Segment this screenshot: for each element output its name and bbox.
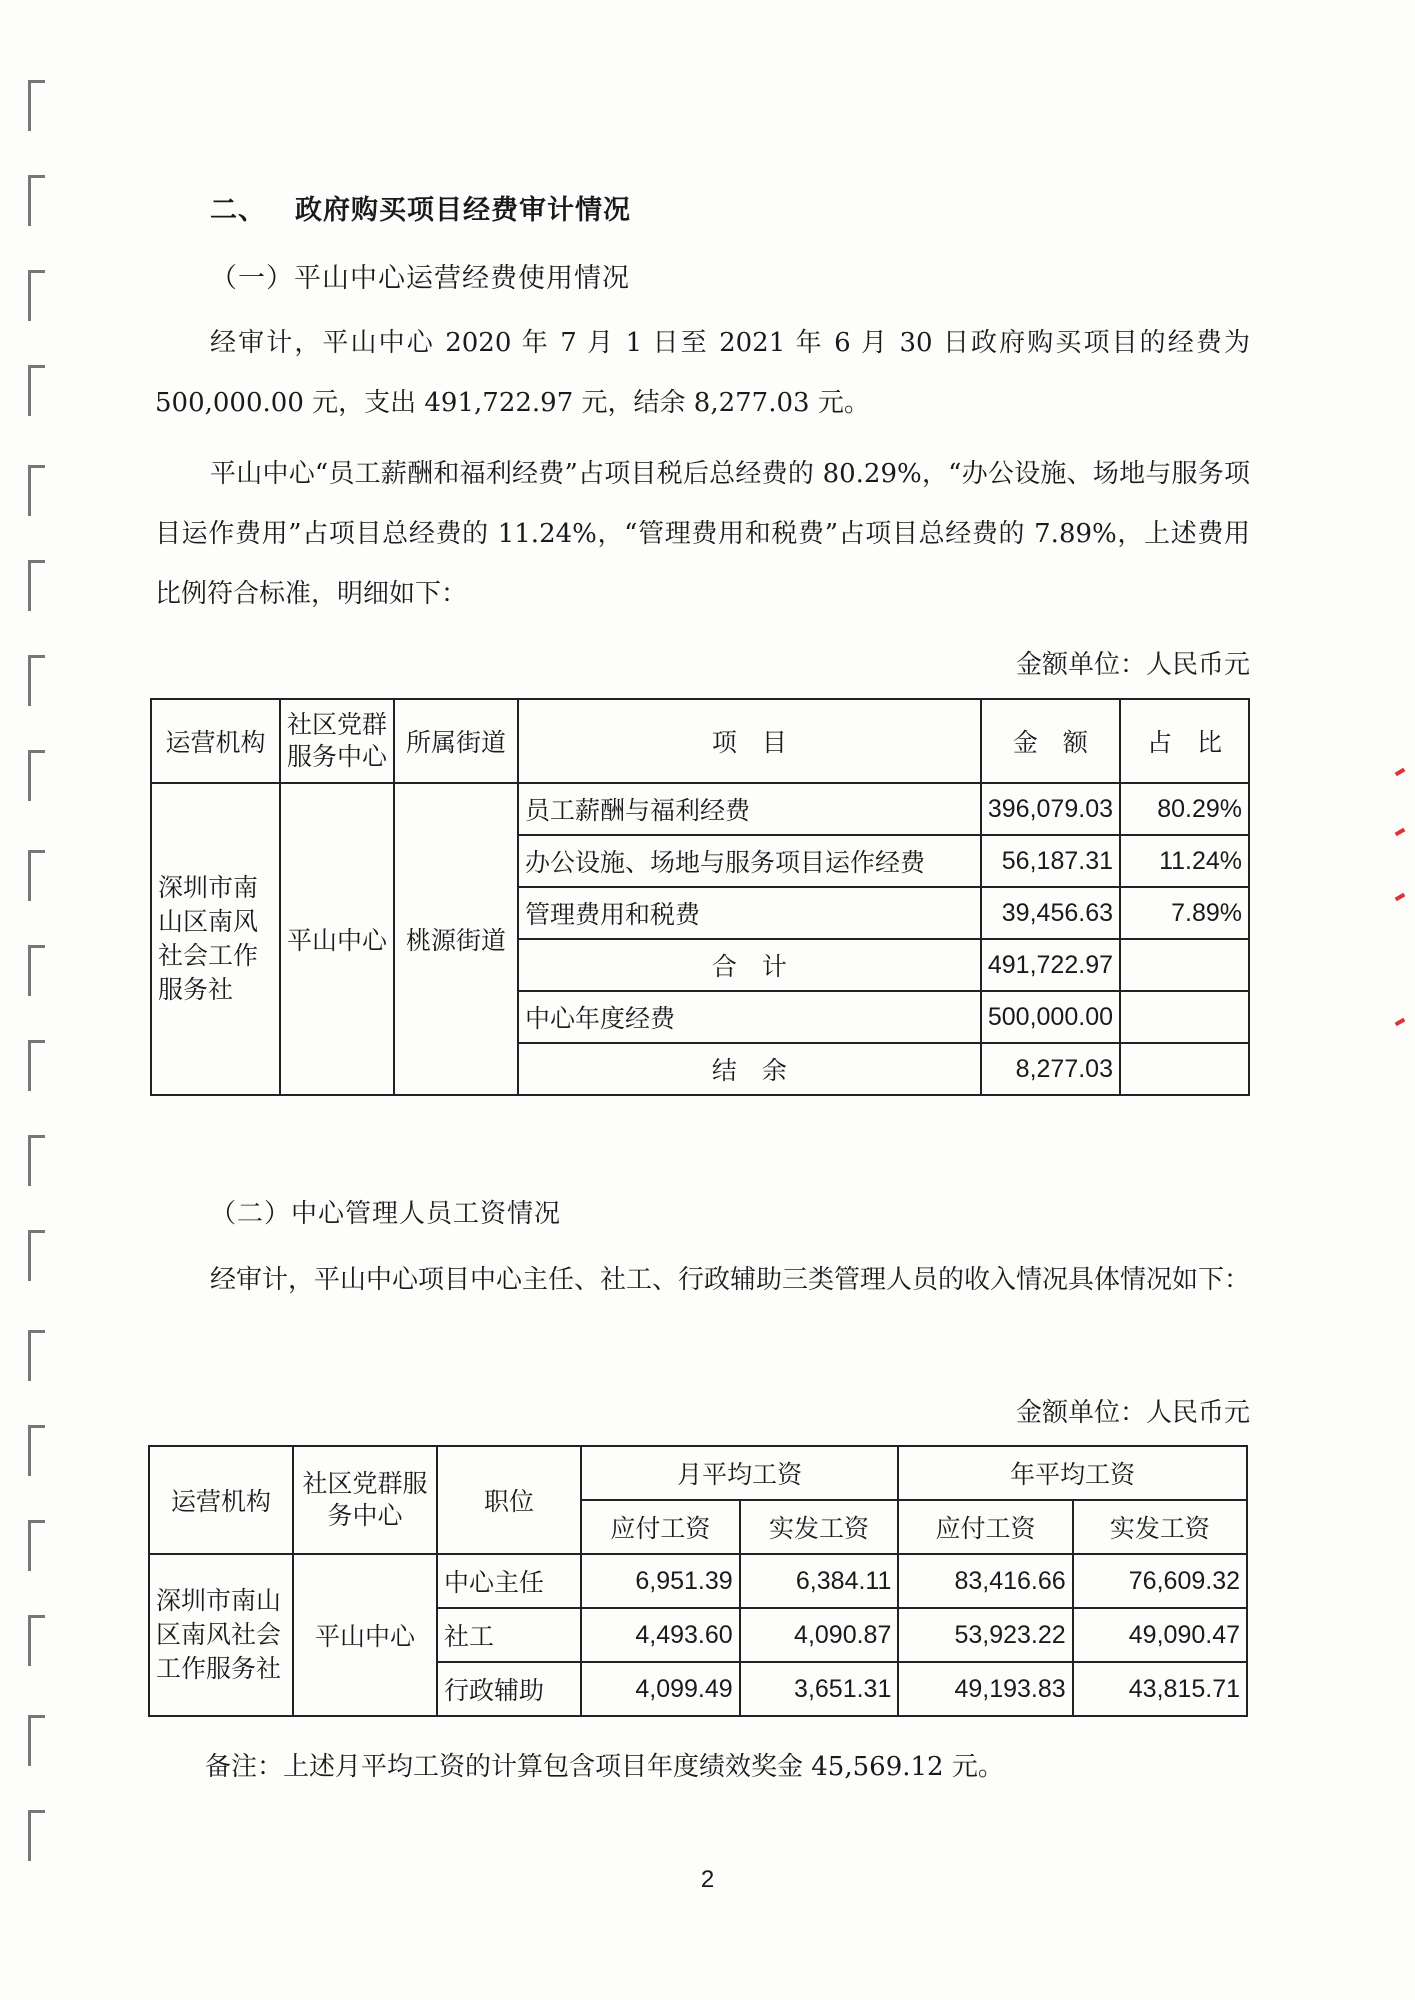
edge-mark <box>1395 1018 1406 1026</box>
table-row <box>151 783 1249 835</box>
cell-monthly-payable: 4,493.60 <box>581 1608 740 1662</box>
cell-center: 平山中心 <box>280 783 394 1095</box>
table-row <box>149 1554 1247 1608</box>
table-header-row <box>151 699 1249 783</box>
cell-annual-payable: 83,416.66 <box>898 1554 1072 1608</box>
cell-item: 合 计 <box>518 939 981 991</box>
cell-item: 结 余 <box>518 1043 981 1095</box>
header-annual: 年平均工资 <box>898 1446 1247 1500</box>
edge-mark <box>1395 893 1406 901</box>
edge-mark <box>1395 828 1406 836</box>
header-org: 运营机构 <box>151 699 280 783</box>
header-street: 所属街道 <box>394 699 518 783</box>
section-number: 二、 <box>210 195 266 226</box>
cell-monthly-payable: 4,099.49 <box>581 1662 740 1716</box>
binding-mark <box>28 1040 45 1091</box>
section-title: 政府购买项目经费审计情况 <box>295 195 631 226</box>
binding-mark <box>28 1520 45 1571</box>
cell-org: 深圳市南山区南风社会工作服务社 <box>149 1554 293 1716</box>
cell-monthly-payable: 6,951.39 <box>581 1554 740 1608</box>
edge-mark <box>1395 768 1406 776</box>
binding-marks <box>28 80 58 1980</box>
binding-mark <box>28 750 45 801</box>
cell-position: 社工 <box>437 1608 581 1662</box>
binding-mark <box>28 1715 45 1766</box>
header-position: 职位 <box>437 1446 581 1554</box>
table-header-row <box>149 1446 1247 1500</box>
paragraph-ratios: 平山中心“员工薪酬和福利经费”占项目税后总经费的 80.29%，“办公设施、场地与服务项目运作费用”占项目总经费的 11.24%，“管理费用和税费”占项目总经费的 7.89%，上述费用比例符合标准，明细如下： <box>155 459 1250 609</box>
section-heading <box>210 188 631 227</box>
cell-street: 桃源街道 <box>394 783 518 1095</box>
cell-monthly-actual: 6,384.11 <box>740 1554 899 1608</box>
binding-mark <box>28 1230 45 1281</box>
binding-mark <box>28 365 45 416</box>
cell-monthly-actual: 3,651.31 <box>740 1662 899 1716</box>
binding-mark <box>28 1810 45 1861</box>
expense-table <box>150 698 1250 1096</box>
cell-amount: 491,722.97 <box>981 939 1120 991</box>
header-ratio: 占 比 <box>1120 699 1249 783</box>
subsection-heading-1: （一）平山中心运营经费使用情况 <box>210 263 630 294</box>
cell-annual-actual: 76,609.32 <box>1073 1554 1247 1608</box>
cell-item: 员工薪酬与福利经费 <box>518 783 981 835</box>
paragraph-salary: 经审计，平山中心项目中心主任、社工、行政辅助三类管理人员的收入情况具体情况如下： <box>210 1265 1251 1295</box>
cell-center: 平山中心 <box>293 1554 437 1716</box>
binding-mark <box>28 1330 45 1381</box>
header-monthly-actual: 实发工资 <box>740 1500 899 1554</box>
binding-mark <box>28 1425 45 1476</box>
cell-item: 管理费用和税费 <box>518 887 981 939</box>
cell-ratio: 7.89% <box>1120 887 1249 939</box>
cell-amount: 396,079.03 <box>981 783 1120 835</box>
cell-amount: 56,187.31 <box>981 835 1120 887</box>
header-monthly: 月平均工资 <box>581 1446 898 1500</box>
cell-amount: 39,456.63 <box>981 887 1120 939</box>
cell-annual-actual: 49,090.47 <box>1073 1608 1247 1662</box>
binding-mark <box>28 1135 45 1186</box>
cell-amount: 8,277.03 <box>981 1043 1120 1095</box>
cell-ratio: 11.24% <box>1120 835 1249 887</box>
header-center: 社区党群服务中心 <box>293 1446 437 1554</box>
header-center: 社区党群服务中心 <box>280 699 394 783</box>
page-number: 2 <box>700 1866 715 1893</box>
binding-mark <box>28 560 45 611</box>
paragraph-summary: 经审计，平山中心 2020 年 7 月 1 日至 2021 年 6 月 30 日政府购买项目的经费为 500,000.00 元，支出 491,722.97 元，结余 8,277.03 元。 <box>155 328 1250 418</box>
cell-item: 中心年度经费 <box>518 991 981 1043</box>
cell-ratio <box>1120 1043 1249 1095</box>
header-annual-actual: 实发工资 <box>1073 1500 1247 1554</box>
cell-position: 中心主任 <box>437 1554 581 1608</box>
subsection-heading-2: （二）中心管理人员工资情况 <box>210 1199 562 1229</box>
cell-annual-payable: 53,923.22 <box>898 1608 1072 1662</box>
cell-item: 办公设施、场地与服务项目运作经费 <box>518 835 981 887</box>
cell-ratio <box>1120 991 1249 1043</box>
cell-org: 深圳市南山区南风社会工作服务社 <box>151 783 280 1095</box>
cell-amount: 500,000.00 <box>981 991 1120 1043</box>
cell-annual-actual: 43,815.71 <box>1073 1662 1247 1716</box>
binding-mark <box>28 655 45 706</box>
header-monthly-payable: 应付工资 <box>581 1500 740 1554</box>
header-org: 运营机构 <box>149 1446 293 1554</box>
salary-table <box>148 1445 1248 1717</box>
header-amount: 金 额 <box>981 699 1120 783</box>
header-item: 项 目 <box>518 699 981 783</box>
binding-mark <box>28 175 45 226</box>
header-annual-payable: 应付工资 <box>898 1500 1072 1554</box>
cell-position: 行政辅助 <box>437 1662 581 1716</box>
binding-mark <box>28 945 45 996</box>
cell-monthly-actual: 4,090.87 <box>740 1608 899 1662</box>
cell-annual-payable: 49,193.83 <box>898 1662 1072 1716</box>
binding-mark <box>28 465 45 516</box>
binding-mark <box>28 270 45 321</box>
unit-label: 金额单位：人民币元 <box>1015 650 1250 680</box>
binding-mark <box>28 850 45 901</box>
unit-label: 金额单位：人民币元 <box>1015 1398 1250 1428</box>
cell-ratio <box>1120 939 1249 991</box>
footnote: 备注：上述月平均工资的计算包含项目年度绩效奖金 45,569.12 元。 <box>205 1752 1004 1782</box>
binding-mark <box>28 1615 45 1666</box>
binding-mark <box>28 80 45 131</box>
cell-ratio: 80.29% <box>1120 783 1249 835</box>
